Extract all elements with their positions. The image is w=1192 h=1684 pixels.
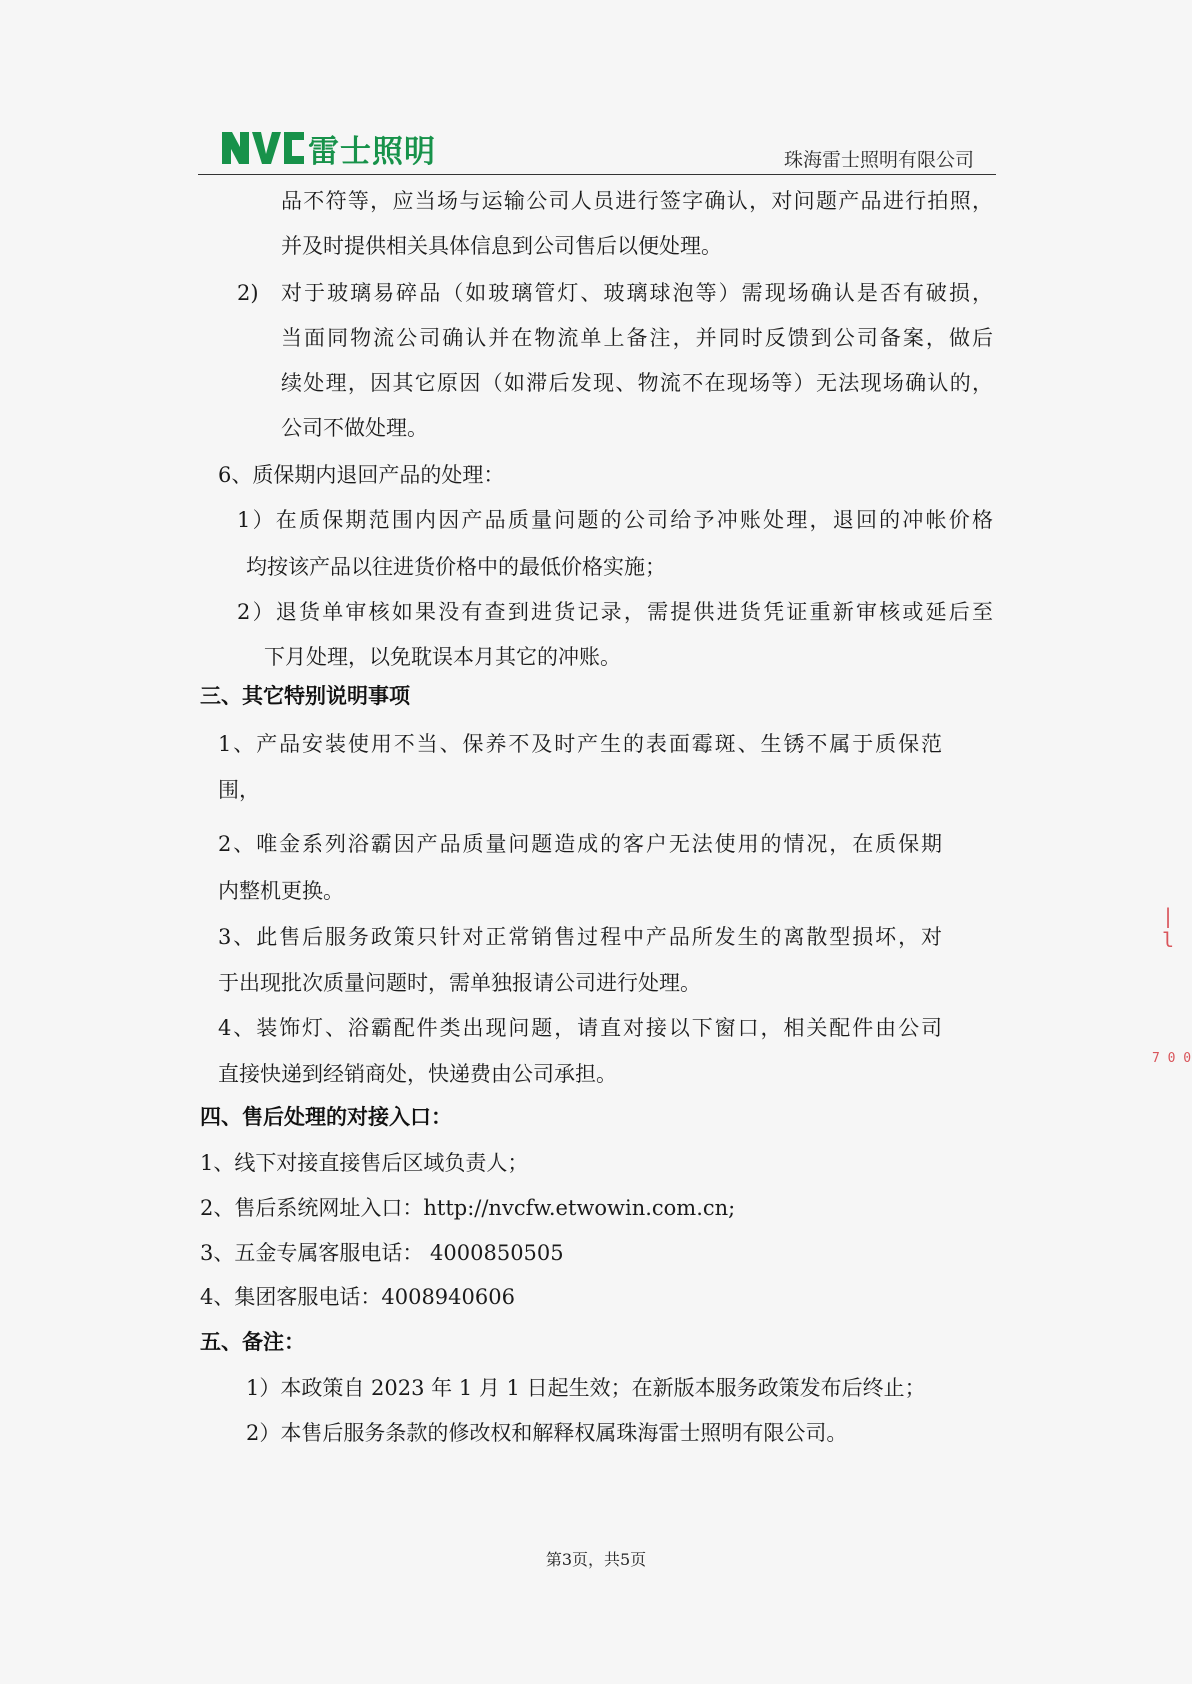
list-item: 1、线下对接直接售后区域负责人； [200, 1151, 529, 1175]
company-name: 珠海雷士照明有限公司 [783, 149, 974, 171]
paragraph-line: 围， [218, 778, 260, 802]
paragraph-line: 均按该产品以往进货价格中的最低价格实施； [246, 555, 666, 579]
list-item: 1）本政策自 2023 年 1 月 1 日起生效；在新版本服务政策发布后终止； [246, 1376, 926, 1400]
header-divider [198, 174, 996, 175]
nvc-logo-mark-icon [222, 130, 304, 166]
stamp-fragment-top: | l [1162, 904, 1175, 952]
paragraph-line: 并及时提供相关具体信息到公司售后以便处理。 [281, 234, 722, 258]
paragraph-line: 续处理，因其它原因（如滞后发现、物流不在现场等）无法现场确认的， [281, 371, 993, 395]
page-number: 第3页，共5页 [545, 1550, 647, 1569]
paragraph-line: 对于玻璃易碎品（如玻璃管灯、玻璃球泡等）需现场确认是否有破损， [281, 281, 993, 305]
paragraph-line: 内整机更换。 [218, 879, 344, 903]
paragraph-line: 直接快递到经销商处，快递费由公司承担。 [218, 1062, 617, 1086]
list-item: 4、集团客服电话：4008940606 [200, 1285, 515, 1309]
paragraph-line: 品不符等，应当场与运输公司人员进行签字确认，对问题产品进行拍照， [281, 189, 993, 213]
list-item: 3、五金专属客服电话： 4000850505 [200, 1241, 564, 1265]
paragraph-line: 下月处理，以免耽误本月其它的冲账。 [264, 645, 621, 669]
paragraph-line: 当面同物流公司确认并在物流单上备注，并同时反馈到公司备案，做后 [281, 326, 993, 350]
paragraph-line: 公司不做处理。 [281, 416, 428, 440]
section-heading: 四、售后处理的对接入口： [200, 1105, 452, 1129]
logo-text: 雷士照明 [308, 133, 436, 170]
paragraph-line: 1、产品安装使用不当、保养不及时产生的表面霉斑、生锈不属于质保范 [218, 732, 942, 756]
list-item: 2、售后系统网址入口：http://nvcfw.etwowin.com.cn; [200, 1196, 736, 1220]
section-heading: 五、备注： [200, 1330, 305, 1354]
paragraph-line: 4、装饰灯、浴霸配件类出现问题，请直对接以下窗口，相关配件由公司 [218, 1016, 942, 1040]
paragraph-line: 3、此售后服务政策只针对正常销售过程中产品所发生的离散型损坏，对 [218, 925, 942, 949]
paragraph-line: 2）退货单审核如果没有查到进货记录，需提供进货凭证重新审核或延后至 [237, 600, 993, 624]
section-heading: 三、其它特别说明事项 [200, 684, 410, 708]
paragraph-line: 于出现批次质量问题时，需单独报请公司进行处理。 [218, 971, 701, 995]
paragraph-line: 2、唯金系列浴霸因产品质量问题造成的客户无法使用的情况，在质保期 [218, 832, 942, 856]
nvc-logo [222, 126, 436, 170]
list-item: 2）本售后服务条款的修改权和解释权属珠海雷士照明有限公司。 [246, 1421, 848, 1445]
subsection-title: 6、质保期内退回产品的处理： [218, 463, 505, 487]
list-item-number: 2) [237, 281, 259, 305]
paragraph-line: 1）在质保期范围内因产品质量问题的公司给予冲账处理，退回的冲帐价格 [237, 508, 993, 532]
stamp-fragment-bottom: 7 0 0 [1152, 1051, 1192, 1066]
